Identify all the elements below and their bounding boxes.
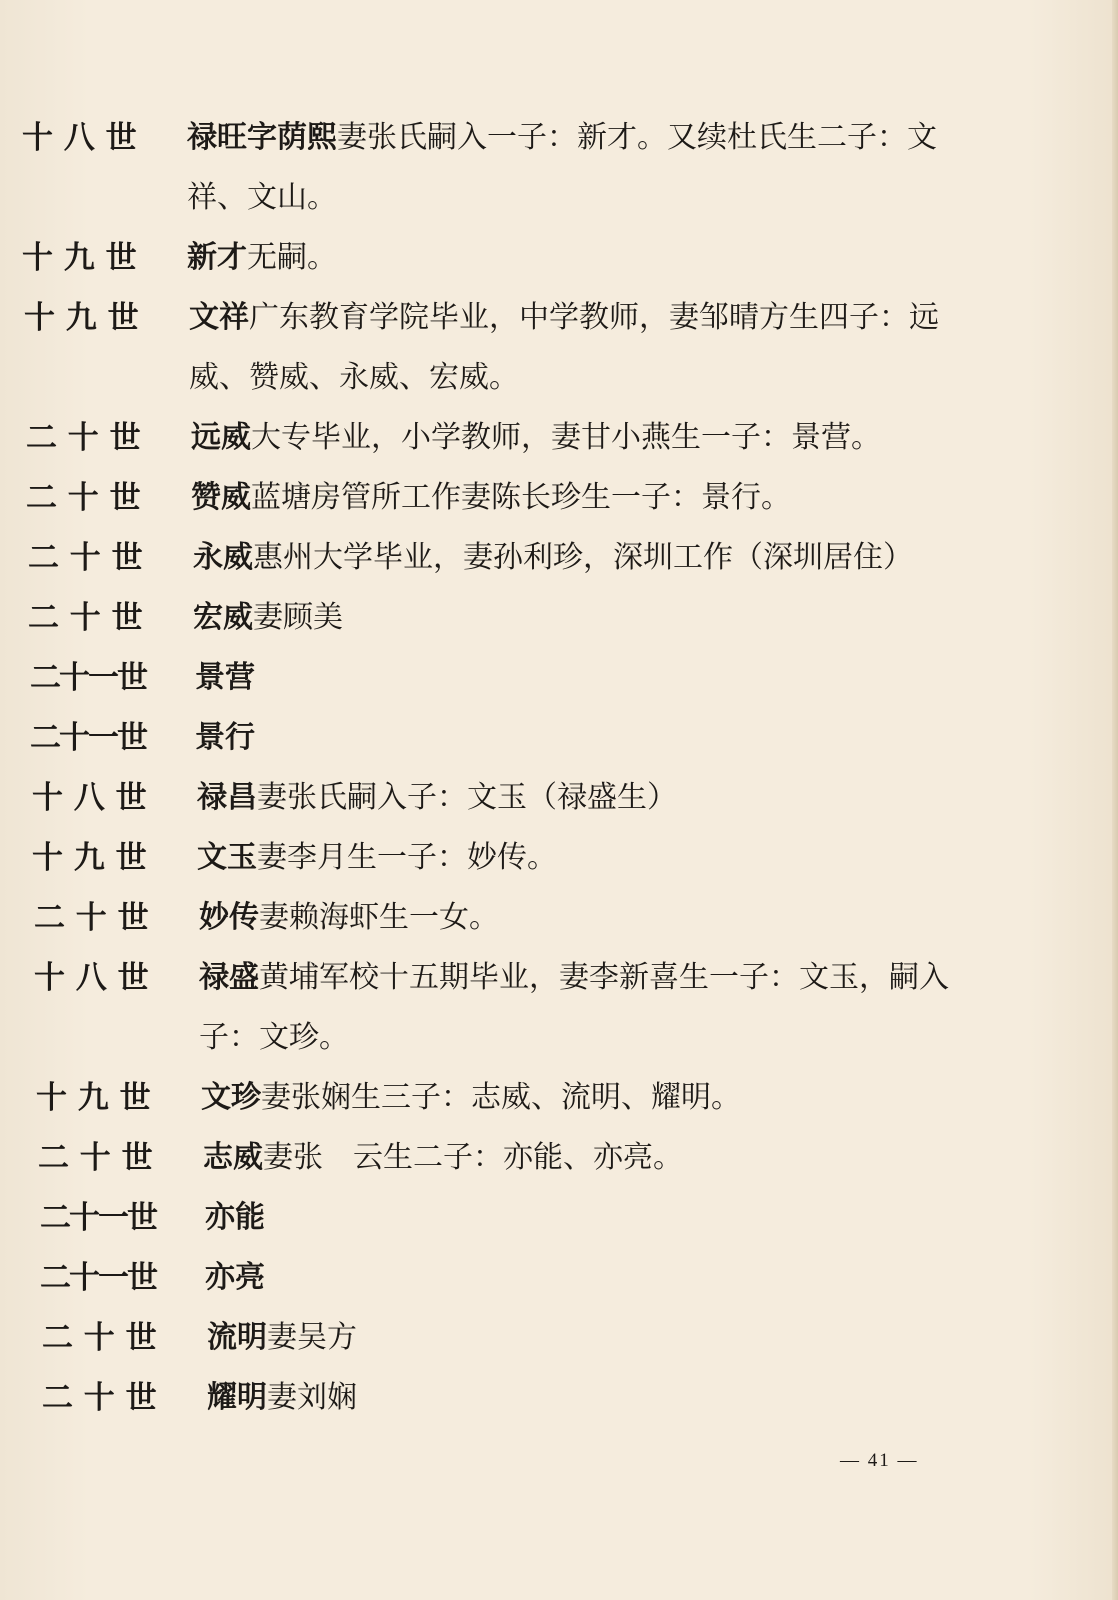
generation-label: 二 十 世 xyxy=(28,540,143,576)
entry-text xyxy=(189,288,949,408)
generation-label: 二 十 世 xyxy=(26,480,141,516)
person-description: 妻张氏嗣入子：文玉（禄盛生） xyxy=(257,780,677,815)
generation-label: 二 十 世 xyxy=(42,1320,157,1356)
entry-9 xyxy=(30,708,1030,768)
entry-4 xyxy=(26,408,1026,468)
person-description: 妻张 云生二子：亦能、亦亮。 xyxy=(263,1140,683,1175)
person-name: 景营 xyxy=(195,660,255,695)
generation-label: 二十一世 xyxy=(40,1200,156,1236)
person-name: 新才 xyxy=(187,240,247,275)
entry-10 xyxy=(32,768,1032,828)
generation-label: 二十一世 xyxy=(30,720,146,756)
entry-text xyxy=(191,408,961,468)
person-name: 景行 xyxy=(195,720,255,755)
generation-label: 十 九 世 xyxy=(36,1080,151,1116)
entry-text xyxy=(197,768,967,828)
person-name: 文玉 xyxy=(197,840,257,875)
entry-text xyxy=(203,1128,973,1188)
entry-3 xyxy=(24,288,1024,408)
page-number: — 41 — xyxy=(840,1450,919,1471)
entry-text xyxy=(191,468,961,528)
entry-text xyxy=(199,888,969,948)
entry-text xyxy=(207,1308,977,1368)
generation-label: 二 十 世 xyxy=(26,420,141,456)
person-description: 大专毕业，小学教师，妻甘小燕生一子：景营。 xyxy=(251,420,881,455)
person-name: 志威 xyxy=(203,1140,263,1175)
person-description: 妻吴方 xyxy=(267,1320,357,1355)
entry-text xyxy=(199,948,959,1068)
person-name: 禄盛 xyxy=(199,960,259,995)
person-description: 妻张娴生三子：志威、流明、耀明。 xyxy=(261,1080,741,1115)
entry-12 xyxy=(34,888,1034,948)
entry-text xyxy=(207,1368,977,1428)
generation-label: 十 九 世 xyxy=(24,300,139,336)
generation-label: 二十一世 xyxy=(30,660,146,696)
genealogy-list xyxy=(0,108,1000,1428)
person-description: 蓝塘房管所工作妻陈长珍生一子：景行。 xyxy=(251,480,791,515)
generation-label: 二 十 世 xyxy=(28,600,143,636)
generation-label: 二 十 世 xyxy=(38,1140,153,1176)
person-name: 耀明 xyxy=(207,1380,267,1415)
entry-11 xyxy=(32,828,1032,888)
person-description: 无嗣。 xyxy=(247,240,337,275)
generation-label: 十 八 世 xyxy=(32,780,147,816)
person-description: 妻赖海虾生一女。 xyxy=(259,900,499,935)
person-name: 妙传 xyxy=(199,900,259,935)
person-name: 永威 xyxy=(193,540,253,575)
person-description: 妻李月生一子：妙传。 xyxy=(257,840,557,875)
entry-text xyxy=(195,648,965,708)
person-name: 亦亮 xyxy=(205,1260,265,1295)
entry-text xyxy=(197,828,967,888)
generation-label: 二十一世 xyxy=(40,1260,156,1296)
entry-text xyxy=(201,1068,971,1128)
person-description: 妻顾美 xyxy=(253,600,343,635)
entry-6 xyxy=(28,528,1028,588)
generation-label: 二 十 世 xyxy=(34,900,149,936)
generation-label: 十 八 世 xyxy=(22,120,137,156)
entry-1 xyxy=(22,108,1022,228)
entry-15 xyxy=(38,1128,1038,1188)
person-name: 亦能 xyxy=(205,1200,265,1235)
entry-text xyxy=(187,108,947,228)
entry-14 xyxy=(36,1068,1036,1128)
person-name: 赞威 xyxy=(191,480,251,515)
page-edge xyxy=(1112,0,1118,1600)
person-name: 宏威 xyxy=(193,600,253,635)
person-name: 禄昌 xyxy=(197,780,257,815)
entry-7 xyxy=(28,588,1028,648)
entry-13 xyxy=(34,948,1034,1068)
person-description: 妻刘娴 xyxy=(267,1380,357,1415)
person-description: 黄埔军校十五期毕业，妻李新喜生一子：文玉，嗣入子：文珍。 xyxy=(199,960,949,1055)
person-name: 文珍 xyxy=(201,1080,261,1115)
generation-label: 十 九 世 xyxy=(22,240,137,276)
entry-text xyxy=(187,228,957,288)
entry-18 xyxy=(42,1308,1042,1368)
person-name: 远威 xyxy=(191,420,251,455)
entry-19 xyxy=(42,1368,1042,1428)
entry-17 xyxy=(40,1248,1040,1308)
person-name: 禄旺字荫熙 xyxy=(187,120,337,155)
entry-text xyxy=(193,588,963,648)
person-name: 流明 xyxy=(207,1320,267,1355)
generation-label: 二 十 世 xyxy=(42,1380,157,1416)
entry-text xyxy=(205,1248,975,1308)
person-description: 妻张氏嗣入一子：新才。又续杜氏生二子：文祥、文山。 xyxy=(187,120,937,215)
generation-label: 十 八 世 xyxy=(34,960,149,996)
entry-5 xyxy=(26,468,1026,528)
entry-8 xyxy=(30,648,1030,708)
generation-label: 十 九 世 xyxy=(32,840,147,876)
entry-text xyxy=(193,528,963,588)
entry-text xyxy=(195,708,965,768)
entry-text xyxy=(205,1188,975,1248)
person-description: 惠州大学毕业，妻孙利珍，深圳工作（深圳居住） xyxy=(253,540,913,575)
person-name: 文祥 xyxy=(189,300,249,335)
entry-2 xyxy=(22,228,1022,288)
entry-16 xyxy=(40,1188,1040,1248)
person-description: 广东教育学院毕业，中学教师，妻邹晴方生四子：远威、赞威、永威、宏威。 xyxy=(189,300,939,395)
